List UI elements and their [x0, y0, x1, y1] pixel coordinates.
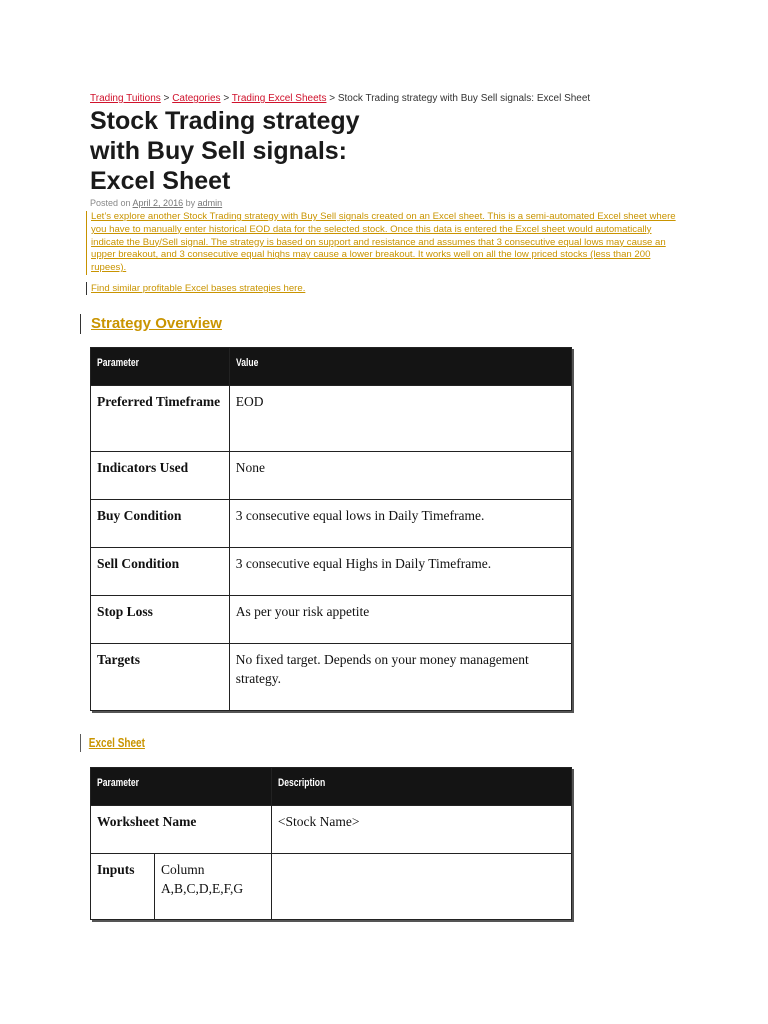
post-meta [90, 198, 222, 208]
param-cell: Stop Loss [91, 596, 230, 644]
param-cell: Preferred Timeframe [91, 386, 230, 452]
sub-param-cell: Column A,B,C,D,E,F,G [154, 854, 271, 920]
breadcrumb-link-trading-tuitions[interactable]: Trading Tuitions [90, 93, 161, 104]
breadcrumb-link-trading-excel-sheets[interactable]: Trading Excel Sheets [231, 93, 327, 104]
header-value-label: Value [235, 357, 259, 369]
header-description-label: Description [277, 777, 326, 789]
table-row [91, 452, 572, 500]
table-header-row [91, 768, 572, 806]
table-row [91, 596, 572, 644]
table-row [91, 806, 572, 854]
breadcrumb-separator: > [326, 93, 338, 104]
param-cell: Indicators Used [91, 452, 230, 500]
header-value [229, 348, 571, 386]
strategy-overview-heading: Strategy Overview [80, 314, 222, 334]
similar-strategies-link[interactable]: Find similar profitable Excel bases strategies here. [86, 282, 305, 295]
breadcrumb [90, 93, 590, 104]
page-title-line-3: Excel Sheet [90, 167, 231, 195]
header-parameter-label: Parameter [97, 777, 139, 789]
page-title-line-2: with Buy Sell signals: [90, 137, 347, 165]
value-cell: 3 consecutive equal Highs in Daily Timeframe. [229, 548, 571, 596]
header-parameter [91, 348, 230, 386]
param-cell: Targets [91, 644, 230, 711]
table-row [91, 644, 572, 711]
value-cell: None [229, 452, 571, 500]
value-cell: <Stock Name> [271, 806, 571, 854]
value-cell: EOD [229, 386, 571, 452]
param-cell: Sell Condition [91, 548, 230, 596]
intro-paragraph: Let’s explore another Stock Trading strategy with Buy Sell signals created on an Excel sheet. This is a semi-automated Excel sheet where you have to manually enter historical EOD data for the selected stock. Once this data is entered the Excel sheet would automatically indicate the Buy/Sell signal. The strategy is based on support and resistance and assumes that 3 consecutive equal lows may cause an upper breakout, and 3 consecutive equal highs may cause a lower breakout. It works well on all the low priced stocks (less than 200 rupees). [86, 211, 681, 275]
breadcrumb-separator: > [220, 93, 232, 104]
post-date-link[interactable]: April 2, 2016 [132, 198, 184, 208]
breadcrumb-separator: > [160, 93, 173, 104]
page-title-line-1: Stock Trading strategy [90, 107, 360, 135]
table-row [91, 854, 572, 920]
header-parameter-label: Parameter [97, 357, 139, 369]
param-cell: Worksheet Name [91, 806, 272, 854]
excel-sheet-table [90, 767, 572, 920]
by-label: by [183, 198, 198, 208]
table-header-row [91, 348, 572, 386]
table-row [91, 386, 572, 452]
breadcrumb-current: Stock Trading strategy with Buy Sell signals: Excel Sheet [337, 93, 591, 104]
author-link[interactable]: admin [197, 198, 223, 208]
excel-sheet-heading: Excel Sheet [80, 734, 145, 752]
header-parameter [91, 768, 272, 806]
value-cell: No fixed target. Depends on your money management strategy. [229, 644, 571, 711]
value-cell: As per your risk appetite [229, 596, 571, 644]
strategy-overview-table [90, 347, 572, 711]
header-description [271, 768, 571, 806]
value-cell [271, 854, 571, 920]
table-row [91, 548, 572, 596]
value-cell: 3 consecutive equal lows in Daily Timeframe. [229, 500, 571, 548]
breadcrumb-link-categories[interactable]: Categories [172, 93, 221, 104]
param-cell: Inputs [91, 854, 155, 920]
page-title [90, 106, 410, 196]
posted-on-label: Posted on [90, 198, 133, 208]
table-row [91, 500, 572, 548]
param-cell: Buy Condition [91, 500, 230, 548]
